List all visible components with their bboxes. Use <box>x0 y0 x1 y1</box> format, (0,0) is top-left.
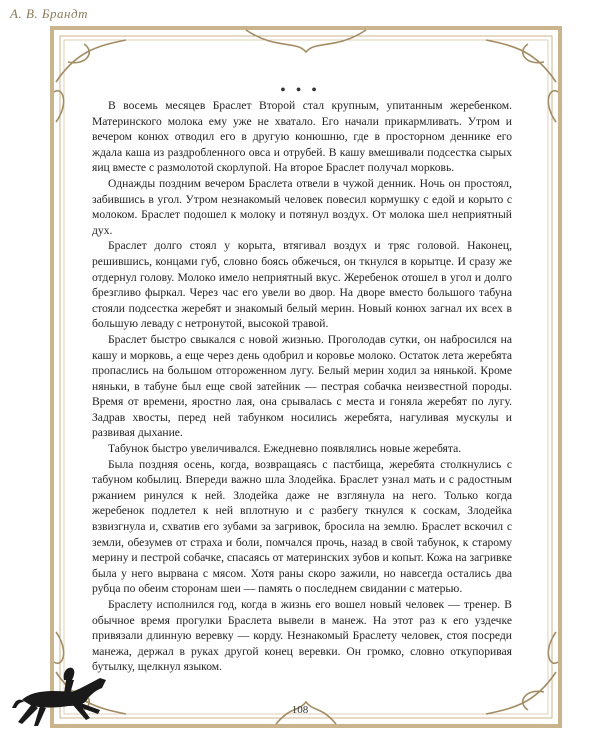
horse-rider-illustration <box>12 660 122 730</box>
paragraph: Однажды поздним вечером Браслета отвели в чужой денник. Ночь он простоял, забившись в угол. Утром незнакомый человек повесил кормушку с едой и корыто с молоком. Браслет подошел к молоку и потянул воздух. От молока шел неприятный дух. <box>92 176 512 237</box>
body-text <box>92 98 512 675</box>
paragraph: Браслету исполнился год, когда в жизнь его вошел новый человек — тренер. В обычное время прогулки Браслета вывели в манеж. На этот раз к его уздечке привязали длинную веревку — корду. Незнакомый Браслету человек, стоя посреди манежа, держал в руках другой конец веревки. Он громко, словно откупоривая бутылку, щелкнул языком. <box>92 598 512 674</box>
paragraph: Браслет быстро свыкался с новой жизнью. Проголодав сутки, он набросился на кашу и морковь, а еще через день одобрил и коровье молоко. Остаток лета жеребята пропаслись на большом отгороженном лугу. Белый мерин ходил за нянькой. Кроме няньки, в табуне был еще свой затейник — пестрая собачка неизвестной породы. Время от времени, яростно лая, она срывалась с места и гоняла жеребят по лугу. Задрав хвосты, перед ней табунком носились жеребята, нагуливая мускулы и развивая дыхание. <box>92 332 512 440</box>
paragraph: Была поздняя осень, когда, возвращаясь с пастбища, жеребята столкнулись с табуном кобылиц. Впереди важно шла Злодейка. Браслет узнал мать и с радостным ржанием ринулся к ней. Злодейка даже не взглянула на него. Только когда жеребенок подлетел к ней вплотную и с разбегу ткнулся к соскам, Злодейка взвизгнула и, схватив его зубами за загривок, бросила на землю. Браслет вскочил с земли, обезумев от страха и боли, помчался прочь, назад в свой табунок, к старому мерину и пестрой собачке, спасаясь от материнских зубов и копыт. Кожа на загривке была у него вырвана с мясом. Хотя раны скоро зажили, но навсегда остались два рубца по обеим сторонам шеи — память о последнем свидании с матерью. <box>92 457 512 596</box>
running-head-author: А. В. Брандт <box>10 6 88 21</box>
paragraph: Браслет долго стоял у корыта, втягивал воздух и тряс головой. Наконец, решившись, концами губ, словно боясь обжечься, он ткнулся в корытце. И сразу же отдернул голову. Молоко имело неприятный вкус. Жеребенок отошел в угол и долго брезгливо фыркал. Через час его увели во двор. На дворе вместо большого табуна стояли подсестка жеребят и знакомый белый мерин. Новый конюх загнал их всех в большую леваду с нетронутой, высокой травой. <box>92 239 512 331</box>
page-number: 108 <box>291 704 309 716</box>
paragraph: В восемь месяцев Браслет Второй стал крупным, упитанным жеребенком. Материнского молока ему уже не хватало. Его начали прикармливать. Утром и вечером конюх отводил его в другую конюшню, где в просторном деннике его ждала каша из раздробленного овса и отрубей. В кашу вмешивали подсестка сырых яиц вместе с размолотой скорлупой. На второе Браслет получал морковь. <box>92 99 512 175</box>
paragraph: Табунок быстро увеличивался. Ежедневно появлялись новые жеребята. <box>108 442 462 456</box>
section-separator: • • • <box>280 82 320 99</box>
